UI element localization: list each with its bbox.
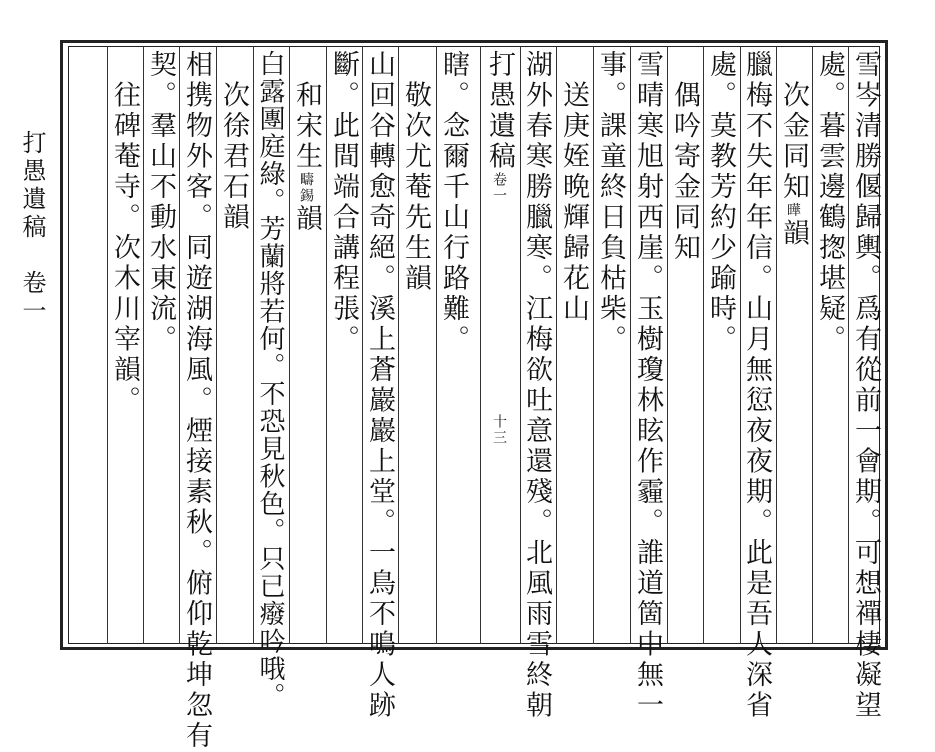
text-column: 送庚姪晩輝歸花山 [558, 50, 589, 325]
text-column: 白露團庭綠。芳蘭將若何。不恐見秋色。只已癈吟哦。 [255, 50, 285, 710]
column-rule [289, 46, 290, 644]
column-rule [480, 46, 481, 644]
column-rule [667, 46, 668, 644]
text-column: 瞎。念爾千山行路難。 [438, 50, 469, 355]
column-text: 次金同知 [778, 50, 809, 203]
text-column: 偶吟寄金同知 [669, 50, 700, 264]
interlinear-note: 疇錫 [298, 172, 314, 204]
text-column: 次徐君石韻 [218, 50, 249, 233]
text-column: 相携物外客。同遊湖海風。煙接素秋。俯仰乾坤忽有 [181, 50, 212, 752]
centre-fold-column [486, 50, 513, 640]
text-column: 敬次尤菴先生韻 [400, 50, 431, 294]
page-number: 十三 [491, 414, 507, 446]
column-rule [253, 46, 254, 644]
column-rule [776, 46, 777, 644]
text-column: 斷。此間端合講程張。 [328, 50, 359, 355]
margin-title: 打愚遺稿 卷一 [18, 130, 46, 326]
text-column: 山回谷轉愈奇絕。溪上蒼巖巖上堂。一鳥不鳴人跡 [364, 50, 395, 721]
column-rule [593, 46, 594, 644]
column-rule [179, 46, 180, 644]
text-column [293, 50, 320, 235]
text-column: 事。課童終日負枯柴。 [595, 50, 626, 355]
column-text: 韻 [291, 204, 322, 235]
text-column: 處。莫教芳約少踰時。 [705, 50, 736, 355]
text-column: 湖外春寒勝臘寒。江梅欲吐意還殘。北風雨雪終朝 [521, 50, 552, 721]
text-column [780, 50, 807, 249]
column-rule [398, 46, 399, 644]
column-rule [630, 46, 631, 644]
column-rule [556, 46, 557, 644]
text-column: 臘梅不失年年信。山月無愆夜夜期。此是吾人深省 [741, 50, 772, 721]
text-column: 雪岑清勝偃歸輿。爲有從前一會期。可想禪棲凝望 [850, 50, 881, 721]
column-text: 和宋生 [291, 50, 322, 172]
text-column: 往碑菴寺。次木川宰韻。 [109, 50, 140, 416]
interlinear-note: 曄 [785, 202, 801, 219]
column-rule [436, 46, 437, 644]
column-rule [703, 46, 704, 644]
column-rule [216, 46, 217, 644]
column-rule [812, 46, 813, 644]
text-column: 契。羣山不動水東流。 [145, 50, 176, 355]
fold-volume: 卷一 [491, 172, 507, 204]
column-rule [143, 46, 144, 644]
column-rule [326, 46, 327, 644]
column-rule [107, 46, 108, 644]
column-rule [362, 46, 363, 644]
fold-title: 打愚遺稿 [484, 50, 515, 172]
column-rule [848, 46, 849, 644]
text-column: 處。暮雲邊鶴揔堪疑。 [814, 50, 845, 355]
column-text: 韻 [778, 218, 809, 249]
text-column: 雪晴寒旭射西崖。玉樹瓊林眩作霾。誰道箇中無一 [632, 50, 663, 721]
